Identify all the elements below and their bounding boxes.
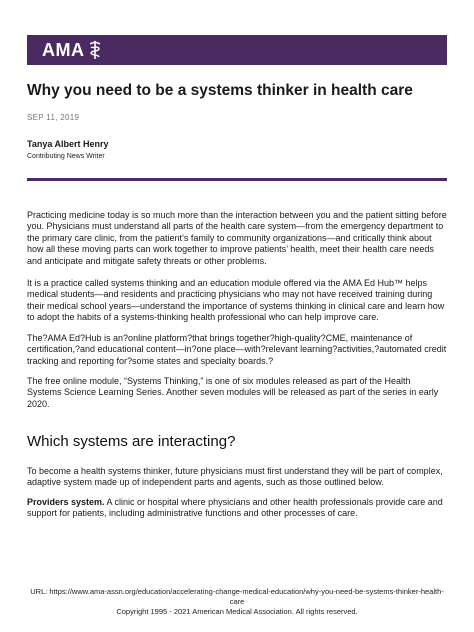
section-heading: Which systems are interacting? [27,433,236,450]
author-role: Contributing News Writer [27,153,105,160]
paragraph-ed-hub: The?AMA Ed?Hub is an?online platform?that brings together?high-quality?CME, maintenance of certification,?and educational content—in?one place—with?relevant learning?activities,?automated credit tracking and reporting for?some states and specialty boards.? [27,333,447,366]
paragraph-systems-thinking: It is a practice called systems thinking and an education module offered via the AMA Ed Hub™ helps medical students—and residents and practicing physicians who may not have received training during their medical school years—understand the importance of systems thinking in clinical care and learn how to adopt the habits of a systems-thinking health professional who can help improve care. [27,278,445,323]
logo-text: AMA [42,39,85,60]
paragraph-providers [27,497,447,520]
providers-text: A clinic or hospital where physicians and other health professionals provide care and support for patients, including administrative functions and other processes of care. [27,497,443,519]
ama-logo[interactable] [42,38,103,62]
section-divider [27,178,447,181]
paragraph-intro: Practicing medicine today is so much more than the interaction between you and the patient sitting before you. Physicians must understand all parts of the health care system—from the emergency department to the primary care clinic, from the patient’s family to community organizations—and critically think about how all these moving parts can work together to improve patients’ health, meet their health care needs and anticipate and mitigate safety threats or other problems. [27,210,447,266]
ama-caduceus-icon [87,40,103,60]
footer-copyright: Copyright 1995 - 2021 American Medical Association. All rights reserved. [116,607,358,616]
publish-date: SEP 11, 2019 [27,113,80,122]
footer-url[interactable]: URL: https://www.ama-assn.org/education/accelerating-change-medical-education/why-you-need-be-systems-thinker-health-care [30,587,444,606]
paragraph-section: To become a health systems thinker, future physicians must first understand they will be part of complex, adaptive system made up of independent parts and agents, such as those outlined below. [27,466,443,488]
paragraph-module: The free online module, “Systems Thinking,” is one of six modules released as part of the Health Systems Science Learning Series. Another seven modules will be released as part of the series in early 2020. [27,376,439,409]
providers-label: Providers system. [27,497,105,507]
author-name[interactable]: Tanya Albert Henry [27,139,109,149]
article-title: Why you need to be a systems thinker in health care [27,82,413,99]
